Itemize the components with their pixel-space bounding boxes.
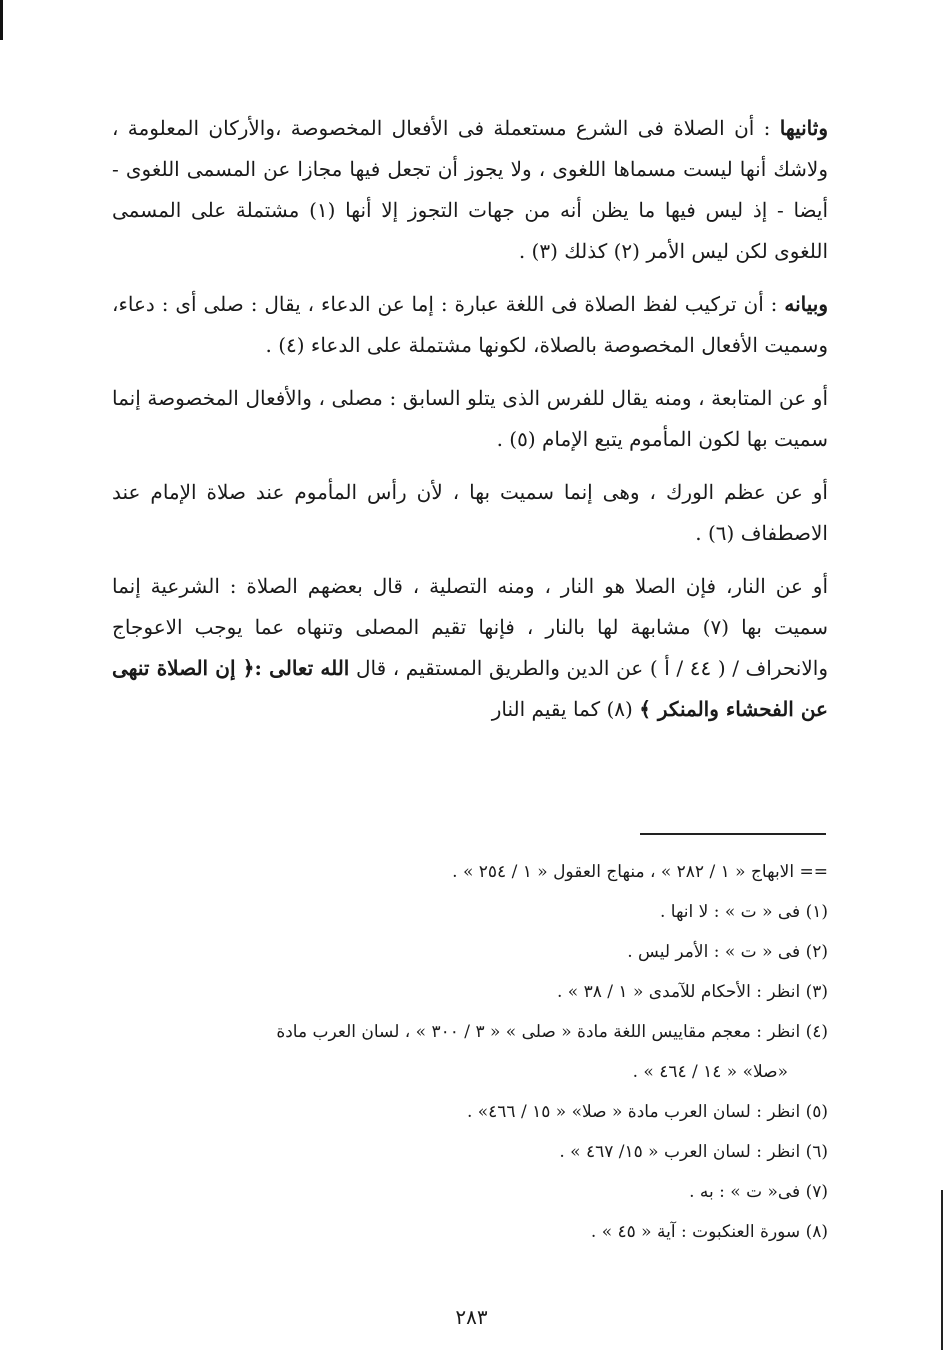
scan-edge-mark xyxy=(0,0,3,40)
paragraph-2-text: : أن تركيب لفظ الصلاة فى اللغة عبارة : إما عن الدعاء ، يقال : صلى أى : دعاء، وسميت الأفعال المخصوصة بالصلاة، لكونها مشتملة على الدعاء (٤) . xyxy=(112,292,828,357)
footnotes xyxy=(112,852,828,1252)
footnote-8: (٨) سورة العنكبوت : آية « ٤٥ » . xyxy=(590,1222,828,1242)
footnote-4: (٤) انظر : معجم مقاييس اللغة مادة « صلى » « ٣ / ٣٠٠ » ، لسان العرب مادة xyxy=(276,1022,828,1042)
footnote-7: (٧) فى« ت » : به . xyxy=(689,1182,828,1202)
page-number: ٢٨٣ xyxy=(455,1305,488,1329)
page-body xyxy=(112,108,828,742)
paragraph-5 xyxy=(112,566,828,730)
footnote-continuation: == الابهاج « ١ / ٢٨٢ » ، منهاج العقول « ١ / ٢٥٤ » . xyxy=(452,862,828,882)
paragraph-3: أو عن المتابعة ، ومنه يقال للفرس الذى يتلو السابق : مصلى ، والأفعال المخصوصة إنما سميت بها لكون المأموم يتبع الإمام (٥) . xyxy=(112,386,828,451)
paragraph-5-text: أو عن النار، فإن الصلا هو النار ، ومنه التصلية ، قال بعضهم الصلاة : الشرعية إنما سميت بها (٧) مشابهة لها بالنار ، فإنها تقيم المصلى وتنهاه عما يوجب الاعوجاج والانحراف / ( ٤٤ / أ ) عن الدين والطريق المستقيم ، قال xyxy=(112,574,828,680)
footnote-4-cont: «صلا» « ١٤ / ٤٦٤ » . xyxy=(632,1062,788,1082)
footnote-3: (٣) انظر : الأحكام للآمدى « ١ / ٣٨ » . xyxy=(556,982,828,1002)
footnote-5: (٥) انظر : لسان العرب مادة « صلا» « ١٥ / ٤٦٦» . xyxy=(466,1102,828,1122)
paragraph-1 xyxy=(112,108,828,272)
footnote-6: (٦) انظر : لسان العرب « ١٥/ ٤٦٧ » . xyxy=(559,1142,828,1162)
paragraph-1-text: : أن الصلاة فى الشرع مستعملة فى الأفعال المخصوصة ،والأركان المعلومة ، ولاشك أنها ليست مسماها اللغوى ، ولا يجوز أن تجعل فيها مجازا عن المسمى اللغوى - أيضا - إذ ليس فيها ما يظن أنه من جهات التجوز إلا أنها (١) مشتملة على المسمى اللغوى لكن ليس الأمر (٢) كذلك (٣) . xyxy=(112,116,828,263)
paragraph-1-lead: وثانيها xyxy=(779,116,828,140)
paragraph-2 xyxy=(112,284,828,366)
paragraph-4: أو عن عظم الورك ، وهى إنما سميت بها ، لأن رأس المأموم عند صلاة الإمام عند الاصطفاف (٦) . xyxy=(112,480,828,545)
paragraph-5-tail: (٨) كما يقيم النار xyxy=(491,697,640,721)
paragraph-2-lead: وبيانه xyxy=(784,292,828,316)
footnote-1: (١) فى « ت » : لا انها . xyxy=(659,902,828,922)
footnote-2: (٢) فى « ت » : الأمر ليس . xyxy=(627,942,828,962)
quran-verse: الله تعالى :﴿ إن الصلاة تنهى عن الفحشاء والمنكر ﴾ xyxy=(112,656,828,721)
footnote-separator xyxy=(640,833,826,835)
